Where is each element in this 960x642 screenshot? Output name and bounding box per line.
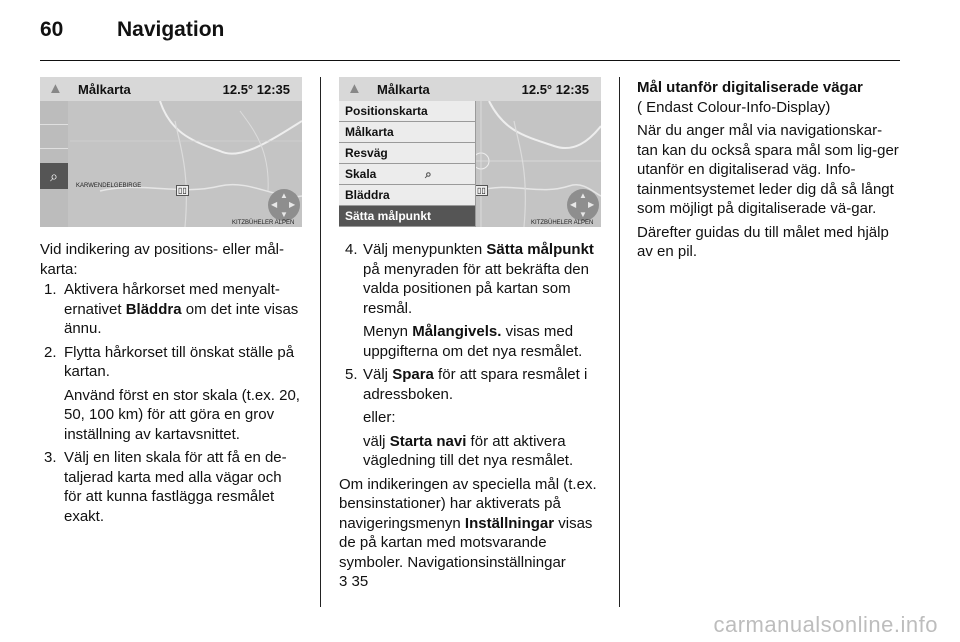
map-menu	[339, 101, 476, 227]
menu-item-resvag[interactable]: Resväg	[339, 143, 476, 164]
paragraph: När du anger mål via navigationskar-tan kan du också spara mål som lig-ger utanför en digitaliserad väg. Info-tainmentsystemet leder dig då så långt som möjligt på digitaliserade vä-gar.	[637, 122, 899, 217]
section-heading: Mål utanför digitaliserade vägar	[637, 79, 863, 96]
scale-badge: ▯▯	[178, 186, 187, 195]
screen-header	[40, 77, 302, 101]
menu-item-positionskarta[interactable]: Positionskarta	[339, 101, 476, 122]
page-title: Navigation	[117, 18, 225, 41]
column-divider	[619, 77, 620, 607]
menu-item-skala[interactable]	[339, 164, 476, 185]
step-note: Använd först en stor skala (t.ex. 20, 50, 100 km) för att göra en grov inställning av kartavsnittet.	[64, 386, 300, 443]
direction-arrow-icon: ▲	[48, 80, 63, 97]
step-note: Menyn Målangivels. visas med uppgifterna om det nya resmålet.	[363, 323, 583, 360]
strip-segment	[40, 125, 68, 149]
column-3	[637, 78, 902, 262]
step-text: för att spara resmålet i adressboken.	[363, 366, 588, 403]
paragraph: Om indikeringen av speciella mål (t.ex. bensinstationer) har aktiverats på navigeringsmenyn Inställningar visas de på kartan med motsvarande symboler. Navigationsinställningar	[339, 475, 597, 571]
step-number: 3.	[44, 449, 57, 466]
intro-text: Vid indikering av positions- eller mål-karta:	[40, 241, 284, 278]
step-number: 4.	[345, 241, 358, 258]
step-3	[40, 448, 302, 526]
menu-item-malkarta[interactable]: Målkarta	[339, 122, 476, 143]
step-text: Välj en liten skala för att få en de-taljerad karta med alla vägar och för att kunna fastlägga resmålet exakt.	[64, 449, 287, 525]
map-footer-label: KITZBÜHELER ALPEN	[232, 220, 295, 226]
menu-item-label: Skala	[345, 167, 377, 181]
screen-title: Målkarta	[78, 82, 131, 97]
step-text: Välj menypunkten	[363, 241, 487, 258]
step-5	[339, 365, 603, 471]
map-screen-2	[339, 77, 601, 227]
column-divider	[320, 77, 321, 607]
page-number: 60	[40, 18, 64, 41]
step-text: på menyraden för att bekräfta den valda positionen på kartan som resmål.	[363, 260, 589, 317]
step-text: Välj	[363, 366, 393, 383]
step-text: om det inte visas ännu.	[64, 300, 299, 337]
alt-text: välj Starta navi för att aktivera vägledning till det nya resmålet.	[363, 432, 574, 469]
header-rule	[40, 60, 900, 61]
paragraph: Därefter guidas du till målet med hjälp av en pil.	[637, 223, 889, 260]
screen-title: Målkarta	[377, 82, 430, 97]
screen-status: 12.5° 12:35	[222, 82, 290, 97]
direction-arrow-icon: ▲	[347, 80, 362, 97]
strip-segment	[40, 101, 68, 125]
step-text: Flytta hårkorset till önskat ställe på kartan.	[64, 343, 295, 380]
step-2	[40, 343, 302, 445]
map-screen-1	[40, 77, 302, 227]
section-subheading: ( Endast Colour-Info-Display)	[637, 98, 831, 116]
map-footer-label: KITZBÜHELER ALPEN	[531, 220, 594, 226]
or-text: eller:	[363, 409, 396, 426]
zoom-icon[interactable]: ⌕	[40, 163, 68, 189]
step-text: Aktivera hårkorset med menyalt-ernativet	[64, 281, 280, 318]
menu-item-satta-malpunkt[interactable]: Sätta målpunkt	[339, 206, 476, 227]
column-2	[339, 240, 603, 592]
step-1	[40, 280, 302, 339]
magnifier-icon: ⌕	[425, 167, 432, 181]
step-number: 1.	[44, 281, 57, 298]
step-number: 2.	[44, 343, 57, 361]
step-4	[339, 240, 603, 361]
screen-header	[339, 77, 601, 101]
screen-status: 12.5° 12:35	[521, 82, 589, 97]
compass-icon[interactable]: ▲ ▼ ◀ ▶	[567, 189, 599, 221]
menu-item-bladdra[interactable]: Bläddra	[339, 185, 476, 206]
column-1	[40, 240, 302, 526]
map-terrain	[40, 101, 302, 227]
compass-icon[interactable]: ▲ ▼ ◀ ▶	[268, 189, 300, 221]
menu-ref: Spara	[392, 366, 434, 383]
watermark: carmanualsonline.info	[713, 612, 938, 637]
map-area[interactable]	[40, 101, 302, 227]
page-reference-link[interactable]: 3 35	[339, 573, 369, 590]
step-number: 5.	[345, 366, 358, 383]
menu-ref: Sätta målpunkt	[486, 241, 594, 258]
map-place-label: KARWENDELGEBIRGE	[76, 183, 142, 189]
scale-badge: ▯▯	[477, 186, 486, 195]
menu-ref: Bläddra	[125, 300, 182, 318]
